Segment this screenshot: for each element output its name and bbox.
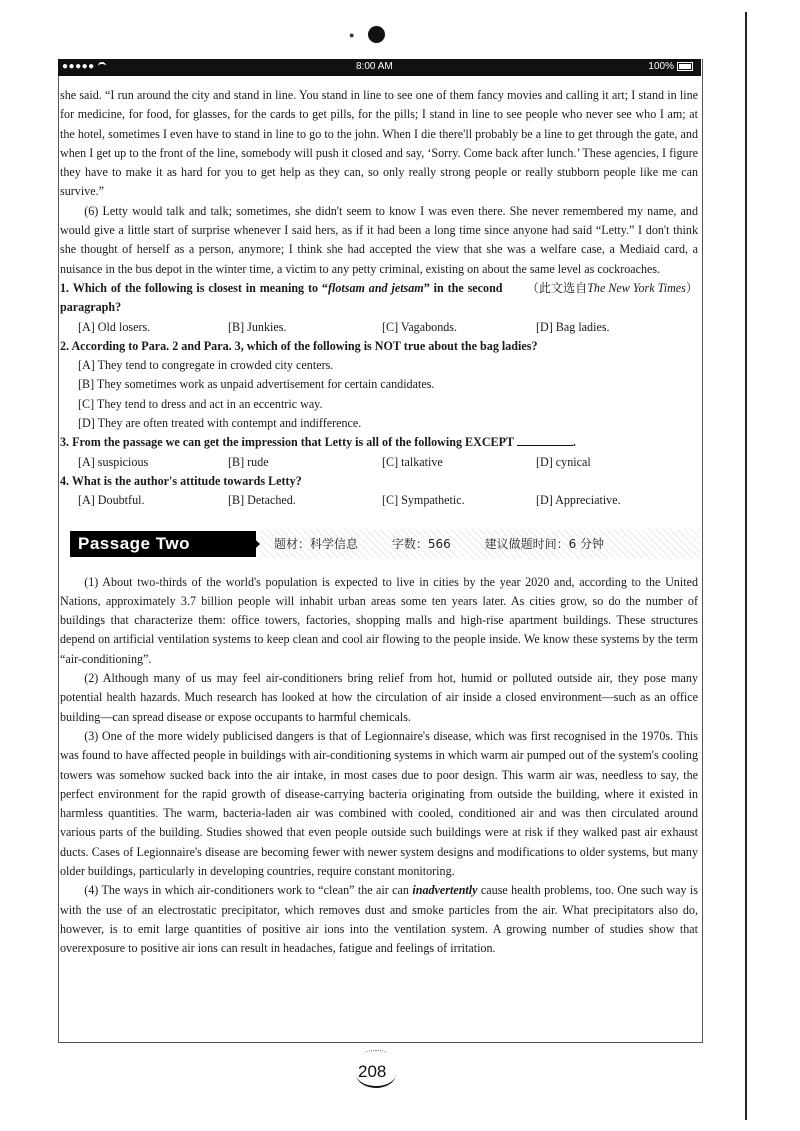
banner-arrow-icon: [246, 531, 260, 557]
option-a[interactable]: [A] Doubtful.: [78, 493, 145, 508]
question-term: flotsam and jetsam: [327, 280, 424, 295]
signal-indicator: [62, 61, 106, 72]
option-a[interactable]: [A] Old losers.: [78, 319, 151, 334]
question-stem: Which of the following is closest in meaning to “: [72, 280, 328, 295]
paragraph-4-keyword: inadvertently: [412, 883, 478, 898]
paragraph-4-text-start: (4) The ways in which air-conditioners work to “clean” the air can: [84, 883, 409, 898]
page-content: [60, 86, 698, 958]
source-suffix: ）: [685, 280, 698, 295]
question-number: 2.: [60, 338, 70, 353]
suggested-time-label: 建议做题时间：6 分钟: [484, 536, 605, 551]
question-number: 3.: [60, 435, 70, 450]
status-bar: [58, 59, 701, 76]
question-3-options: [60, 453, 698, 472]
question-stem-end: .: [572, 435, 576, 450]
page-number-ornament: [364, 1050, 388, 1057]
banner-title: Passage Two: [70, 531, 256, 557]
source-citation: [503, 279, 698, 298]
question-2: [60, 337, 698, 356]
top-dot-icon: [368, 26, 385, 43]
passage-two-paragraph-3: (3) One of the more widely publicised dangers is that of Legionnaire's disease, which was first recognised in the 1970s. This was found to have affected people in buildings with air-conditioning systems in which warm air pumped out of the system's cooling towers was somehow sucked back into the air intake, in most cases due to poor design. This warm air was, needless to say, the perfect environment for the rapid growth of disease-carrying bacteria originating from outside the building, where it existed in harmless quantities. The warm, bacteria-laden air was combined with cooled, conditioned air and was then circulated around various parts of the building. Studies showed that even people outside such buildings were at risk if they walked past air exhaust ducts. Cases of Legionnaire's disease are becoming fewer with newer system designs and modifications to older systems, but many older buildings, particularly in developing countries, require constant monitoring.: [60, 728, 698, 878]
passage-two-paragraph-1: (1) About two-thirds of the world's population is expected to live in cities by the year 2020 and, according to the United Nations, approximately 3.7 billion people will inhabit urban areas some ten years later. As cities grow, so do the number of buildings that characterize them: office towers, factories, shopping malls and high-rise apartment buildings. These structures depend on artificial ventilation systems to keep clean and cool air flowing to the people inside. We know these systems by the term “air-conditioning”.: [60, 574, 698, 666]
status-time: 8:00 AM: [356, 61, 393, 72]
option-d[interactable]: [D] Appreciative.: [536, 493, 621, 508]
option-b[interactable]: [B] Junkies.: [228, 319, 287, 334]
option-c[interactable]: [C] They tend to dress and act in an eccentric way.: [78, 396, 323, 411]
passage-two-paragraph-2: (2) Although many of us may feel air-conditioners bring relief from hot, humid or polluted outside air, they pose many potential health hazards. Much research has looked at how the circulation of air inside a closed environment—such as an office building—can spread disease or expose occupants to harmful chemicals.: [60, 671, 698, 724]
battery-icon: [677, 62, 693, 71]
passage-two-banner: [60, 527, 698, 563]
option-d[interactable]: [D] Bag ladies.: [536, 319, 610, 334]
passage-one-paragraph-5: she said. “I run around the city and stand in line. You stand in line to see one of them fancy movies and calling it art; I stand in line for medicine, for food, for glasses, for the cards to get pills, for the pills; I stand in line to see people who never see who I am; at the hotel, sometimes I even have to stand in line to go to the john. When I die there'll probably be a line to get through the gate, and when I get up to the front of the line, somebody will push it closed and say, ‘Sorry. Come back after lunch.’ These agencies, I figure they have to make it as hard for you to get help as they can, so only really strong people or really stubborn people like me can survive.”: [60, 88, 698, 199]
question-stem: What is the author's attitude towards Letty?: [71, 473, 302, 488]
question-stem-end: ” in the second paragraph?: [60, 280, 503, 315]
paragraph-6-text: (6) Letty would talk and talk; sometimes, she didn't seem to know I was even there. She never remembered my name, and would give a little start of surprise whenever I said hers, as if it had been a long time since anyone had said “Letty.” I don't think she thought of herself as a person, anymore; I think she had accepted the view that she was a welfare case, a Mediaid card, a nuisance in the bus depot in the winter time, a victim to any petty criminal, existing on about the same level as cockroaches.: [60, 203, 698, 276]
question-4-options: [60, 491, 698, 510]
passage-two-paragraph-4: [60, 881, 698, 958]
battery-percent: 100%: [648, 61, 674, 72]
option-b[interactable]: [B] Detached.: [228, 493, 296, 508]
signal-dots: ●●●●●: [62, 61, 95, 72]
page-number: 208: [358, 1062, 387, 1081]
word-count-label: 字数：566: [391, 536, 451, 551]
battery-indicator: [648, 61, 693, 72]
question-3: [60, 433, 698, 452]
option-b[interactable]: [B] rude: [228, 454, 269, 469]
wifi-icon: [98, 62, 106, 70]
answer-blank: [517, 435, 573, 446]
question-number: 4.: [60, 473, 70, 488]
top-decor-mark: ●: [349, 30, 355, 40]
topic-label: 题材：科学信息: [274, 536, 359, 551]
option-a[interactable]: [A] They tend to congregate in crowded city centers.: [78, 358, 334, 373]
paragraph-4-text-end: cause health problems, too. One such way is with the use of an electrostatic precipitator, which removes dust and smoke particles from the air. What precipitators also do, however, is to emit large quantities of positive air ions into the ventilation system. A growing number of studies show that overexposure to positive air ions can result in headaches, fatigue and feelings of irritation.: [60, 883, 698, 956]
banner-meta: [274, 535, 634, 554]
option-c[interactable]: [C] Sympathetic.: [382, 493, 465, 508]
option-d[interactable]: [D] cynical: [536, 454, 591, 469]
option-d[interactable]: [D] They are often treated with contempt and indifference.: [78, 416, 362, 431]
source-title: The New York Times: [587, 280, 686, 295]
option-c[interactable]: [C] talkative: [382, 454, 443, 469]
question-4: [60, 472, 698, 491]
question-stem: From the passage we can get the impression that Letty is all of the following EXCEPT: [72, 435, 514, 450]
option-c[interactable]: [C] Vagabonds.: [382, 319, 458, 334]
source-prefix: （此文选自: [526, 280, 588, 295]
option-a[interactable]: [A] suspicious: [78, 454, 149, 469]
question-1-options: [60, 318, 698, 337]
question-number: 1.: [60, 280, 70, 295]
option-b[interactable]: [B] They sometimes work as unpaid advertisement for certain candidates.: [78, 377, 435, 392]
right-margin-rule: [745, 12, 747, 1120]
question-stem: According to Para. 2 and Para. 3, which of the following is NOT true about the bag ladies?: [71, 338, 538, 353]
